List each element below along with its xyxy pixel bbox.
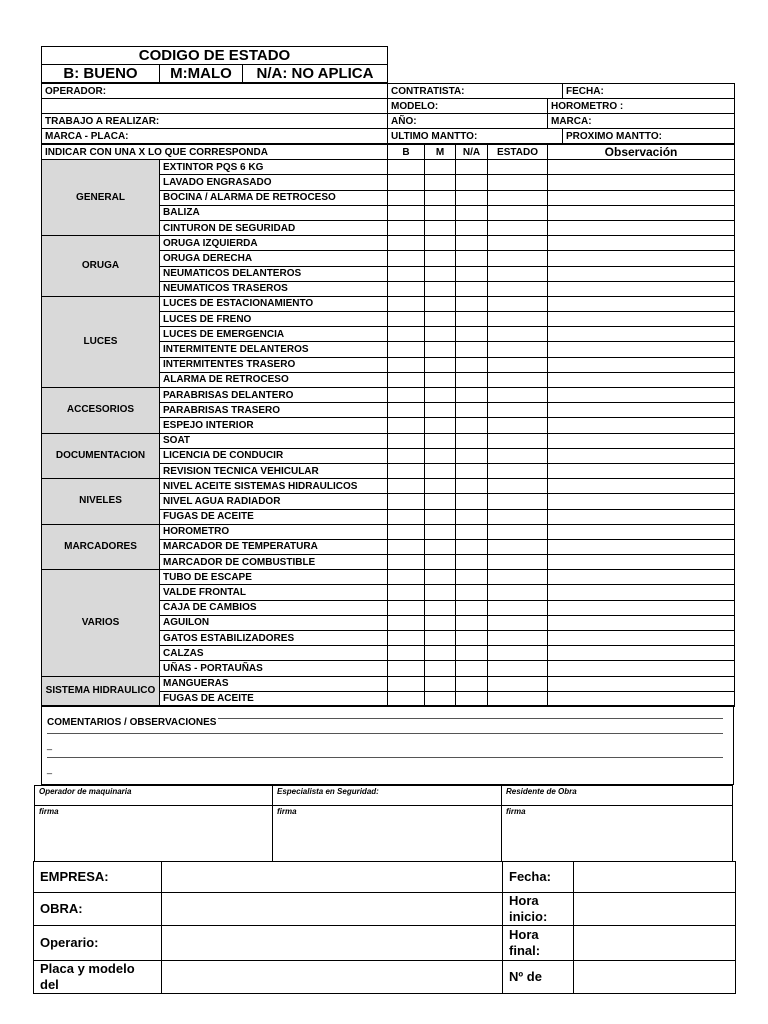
cell-b[interactable]	[388, 342, 425, 357]
cell-observacion[interactable]	[548, 448, 735, 463]
cell-observacion[interactable]	[548, 236, 735, 251]
checklist-item-label: LUCES DE ESTACIONAMIENTO	[160, 296, 388, 311]
cell-m[interactable]	[425, 372, 456, 387]
operador-field[interactable]: OPERADOR:	[42, 84, 388, 99]
operario-label: Operario:	[34, 926, 162, 961]
placa-value[interactable]	[162, 961, 503, 994]
cell-b[interactable]	[388, 585, 425, 600]
cell-na[interactable]	[456, 600, 488, 615]
cell-observacion[interactable]	[548, 312, 735, 327]
checklist-item-label: SOAT	[160, 433, 388, 448]
signature-residente-firma[interactable]: firma	[502, 806, 733, 862]
header-info-table	[41, 83, 735, 144]
cell-na[interactable]	[456, 236, 488, 251]
cell-estado[interactable]	[488, 661, 548, 676]
cell-estado[interactable]	[488, 403, 548, 418]
cell-na[interactable]	[456, 372, 488, 387]
checklist-item-label: LUCES DE FRENO	[160, 312, 388, 327]
cell-observacion[interactable]	[548, 296, 735, 311]
comments-line	[218, 718, 723, 719]
checklist-item-label: NIVEL AGUA RADIADOR	[160, 494, 388, 509]
cell-na[interactable]	[456, 631, 488, 646]
status-code-legend	[41, 46, 388, 83]
column-observacion: Observación	[548, 145, 735, 160]
checklist-item-label: NIVEL ACEITE SISTEMAS HIDRAULICOS	[160, 479, 388, 494]
cell-na[interactable]	[456, 524, 488, 539]
cell-b[interactable]	[388, 251, 425, 266]
category-label: LUCES	[42, 296, 160, 387]
cell-na[interactable]	[456, 646, 488, 661]
cell-na[interactable]	[456, 555, 488, 570]
checklist-item-label: UÑAS - PORTAUÑAS	[160, 661, 388, 676]
cell-observacion[interactable]	[548, 570, 735, 585]
cell-m[interactable]	[425, 600, 456, 615]
legend-malo: M:MALO	[160, 65, 243, 83]
cell-b[interactable]	[388, 266, 425, 281]
trabajo-field[interactable]: TRABAJO A REALIZAR:	[42, 114, 388, 129]
cell-observacion[interactable]	[548, 357, 735, 372]
marca-placa-field[interactable]: MARCA - PLACA:	[42, 129, 388, 144]
checklist-item-label: ORUGA IZQUIERDA	[160, 236, 388, 251]
cell-observacion[interactable]	[548, 661, 735, 676]
cell-estado[interactable]	[488, 388, 548, 403]
cell-b[interactable]	[388, 539, 425, 554]
cell-m[interactable]	[425, 631, 456, 646]
cell-m[interactable]	[425, 676, 456, 691]
checklist-item-label: BALIZA	[160, 205, 388, 220]
cell-m[interactable]	[425, 403, 456, 418]
checklist-row	[42, 524, 735, 539]
checklist-item-label: EXTINTOR PQS 6 KG	[160, 160, 388, 175]
cell-b[interactable]	[388, 509, 425, 524]
cell-na[interactable]	[456, 251, 488, 266]
cell-estado[interactable]	[488, 448, 548, 463]
empresa-label: EMPRESA:	[34, 862, 162, 893]
footer-table	[33, 861, 736, 994]
empresa-value[interactable]	[162, 862, 503, 893]
category-label: SISTEMA HIDRAULICO	[42, 676, 160, 706]
cell-na[interactable]	[456, 539, 488, 554]
cell-observacion[interactable]	[548, 205, 735, 220]
cell-observacion[interactable]	[548, 585, 735, 600]
checklist-item-label: CINTURON DE SEGURIDAD	[160, 220, 388, 235]
comments-dash: _	[47, 740, 53, 750]
cell-m[interactable]	[425, 661, 456, 676]
proximo-mantto-field[interactable]: PROXIMO MANTTO:	[563, 129, 735, 144]
cell-estado[interactable]	[488, 615, 548, 630]
cell-estado[interactable]	[488, 539, 548, 554]
cell-estado[interactable]	[488, 418, 548, 433]
hora-final-value[interactable]	[574, 926, 736, 961]
cell-estado[interactable]	[488, 631, 548, 646]
cell-b[interactable]	[388, 600, 425, 615]
cell-observacion[interactable]	[548, 281, 735, 296]
cell-b[interactable]	[388, 296, 425, 311]
horometro-field[interactable]: HOROMETRO :	[548, 99, 735, 114]
cell-m[interactable]	[425, 570, 456, 585]
cell-b[interactable]	[388, 463, 425, 478]
cell-observacion[interactable]	[548, 615, 735, 630]
cell-observacion[interactable]	[548, 190, 735, 205]
fecha-label: Fecha:	[503, 862, 574, 893]
cell-b[interactable]	[388, 418, 425, 433]
cell-m[interactable]	[425, 296, 456, 311]
cell-na[interactable]	[456, 494, 488, 509]
checklist-item-label: INTERMITENTE DELANTEROS	[160, 342, 388, 357]
cell-m[interactable]	[425, 190, 456, 205]
cell-estado[interactable]	[488, 585, 548, 600]
cell-m[interactable]	[425, 160, 456, 175]
cell-estado[interactable]	[488, 463, 548, 478]
cell-b[interactable]	[388, 357, 425, 372]
cell-b[interactable]	[388, 661, 425, 676]
checklist-item-label: PARABRISAS TRASERO	[160, 403, 388, 418]
cell-m[interactable]	[425, 479, 456, 494]
cell-na[interactable]	[456, 266, 488, 281]
checklist-row	[42, 296, 735, 311]
cell-b[interactable]	[388, 175, 425, 190]
checklist-row	[42, 433, 735, 448]
cell-estado[interactable]	[488, 676, 548, 691]
cell-na[interactable]	[456, 479, 488, 494]
checklist-row	[42, 676, 735, 691]
cell-na[interactable]	[456, 570, 488, 585]
checklist-item-label: VALDE FRONTAL	[160, 585, 388, 600]
placa-label: Placa y modelo del	[34, 961, 162, 994]
cell-b[interactable]	[388, 388, 425, 403]
category-label: VARIOS	[42, 570, 160, 676]
cell-observacion[interactable]	[548, 418, 735, 433]
cell-na[interactable]	[456, 448, 488, 463]
cell-na[interactable]	[456, 205, 488, 220]
checklist-item-label: GATOS ESTABILIZADORES	[160, 631, 388, 646]
cell-na[interactable]	[456, 190, 488, 205]
hora-final-label: Hora final:	[503, 926, 574, 961]
cell-estado[interactable]	[488, 357, 548, 372]
checklist-item-label: MANGUERAS	[160, 676, 388, 691]
cell-observacion[interactable]	[548, 342, 735, 357]
cell-m[interactable]	[425, 448, 456, 463]
cell-m[interactable]	[425, 251, 456, 266]
cell-na[interactable]	[456, 615, 488, 630]
checklist-item-label: ORUGA DERECHA	[160, 251, 388, 266]
cell-estado[interactable]	[488, 494, 548, 509]
cell-observacion[interactable]	[548, 388, 735, 403]
cell-estado[interactable]	[488, 205, 548, 220]
cell-m[interactable]	[425, 388, 456, 403]
obra-label: OBRA:	[34, 893, 162, 926]
category-label: MARCADORES	[42, 524, 160, 570]
cell-na[interactable]	[456, 281, 488, 296]
cell-estado[interactable]	[488, 296, 548, 311]
cell-observacion[interactable]	[548, 266, 735, 281]
category-label: NIVELES	[42, 479, 160, 525]
checklist-item-label: NEUMATICOS DELANTEROS	[160, 266, 388, 281]
checklist-item-label: FUGAS DE ACEITE	[160, 691, 388, 706]
column-estado: ESTADO	[488, 145, 548, 160]
checklist-item-label: LUCES DE EMERGENCIA	[160, 327, 388, 342]
checklist-item-label: HOROMETRO	[160, 524, 388, 539]
cell-b[interactable]	[388, 676, 425, 691]
cell-b[interactable]	[388, 372, 425, 387]
cell-b[interactable]	[388, 220, 425, 235]
cell-observacion[interactable]	[548, 494, 735, 509]
cell-m[interactable]	[425, 463, 456, 478]
cell-estado[interactable]	[488, 342, 548, 357]
signature-operador-firma[interactable]: firma	[35, 806, 273, 862]
cell-observacion[interactable]	[548, 555, 735, 570]
cell-m[interactable]	[425, 220, 456, 235]
cell-m[interactable]	[425, 646, 456, 661]
cell-m[interactable]	[425, 494, 456, 509]
cell-b[interactable]	[388, 524, 425, 539]
cell-b[interactable]	[388, 448, 425, 463]
cell-m[interactable]	[425, 327, 456, 342]
category-label: DOCUMENTACION	[42, 433, 160, 479]
cell-m[interactable]	[425, 418, 456, 433]
checklist-item-label: INTERMITENTES TRASERO	[160, 357, 388, 372]
cell-estado[interactable]	[488, 251, 548, 266]
cell-b[interactable]	[388, 433, 425, 448]
checklist-item-label: REVISION TECNICA VEHICULAR	[160, 463, 388, 478]
cell-na[interactable]	[456, 418, 488, 433]
cell-estado[interactable]	[488, 600, 548, 615]
cell-na[interactable]	[456, 327, 488, 342]
cell-estado[interactable]	[488, 175, 548, 190]
cell-na[interactable]	[456, 463, 488, 478]
category-label: ACCESORIOS	[42, 388, 160, 434]
cell-na[interactable]	[456, 433, 488, 448]
marca-field[interactable]: MARCA:	[548, 114, 735, 129]
cell-observacion[interactable]	[548, 539, 735, 554]
checklist-row	[42, 160, 735, 175]
cell-observacion[interactable]	[548, 327, 735, 342]
cell-estado[interactable]	[488, 646, 548, 661]
checklist-row	[42, 479, 735, 494]
cell-estado[interactable]	[488, 160, 548, 175]
cell-observacion[interactable]	[548, 631, 735, 646]
cell-b[interactable]	[388, 494, 425, 509]
cell-estado[interactable]	[488, 327, 548, 342]
inspection-checklist	[41, 144, 735, 707]
comments-line	[47, 733, 723, 734]
comments-label: COMENTARIOS / OBSERVACIONES	[47, 717, 217, 728]
checklist-item-label: AGUILON	[160, 615, 388, 630]
cell-observacion[interactable]	[548, 524, 735, 539]
comments-box[interactable]	[41, 705, 734, 785]
cell-m[interactable]	[425, 312, 456, 327]
fecha-value[interactable]	[574, 862, 736, 893]
cell-estado[interactable]	[488, 372, 548, 387]
fecha-field[interactable]: FECHA:	[563, 84, 735, 99]
cell-b[interactable]	[388, 479, 425, 494]
anio-field[interactable]: AÑO:	[388, 114, 548, 129]
operario-value[interactable]	[162, 926, 503, 961]
signature-especialista-firma[interactable]: firma	[273, 806, 502, 862]
cell-estado[interactable]	[488, 236, 548, 251]
cell-estado[interactable]	[488, 433, 548, 448]
cell-na[interactable]	[456, 388, 488, 403]
checklist-item-label: CALZAS	[160, 646, 388, 661]
cell-na[interactable]	[456, 403, 488, 418]
cell-estado[interactable]	[488, 555, 548, 570]
category-label: ORUGA	[42, 236, 160, 297]
operador-blank[interactable]	[42, 99, 388, 114]
cell-observacion[interactable]	[548, 372, 735, 387]
checklist-item-label: PARABRISAS DELANTERO	[160, 388, 388, 403]
cell-m[interactable]	[425, 433, 456, 448]
cell-b[interactable]	[388, 190, 425, 205]
cell-estado[interactable]	[488, 479, 548, 494]
cell-b[interactable]	[388, 205, 425, 220]
cell-na[interactable]	[456, 296, 488, 311]
hora-inicio-label: Hora inicio:	[503, 893, 574, 926]
cell-observacion[interactable]	[548, 251, 735, 266]
cell-m[interactable]	[425, 539, 456, 554]
cell-observacion[interactable]	[548, 433, 735, 448]
checklist-item-label: NEUMATICOS TRASEROS	[160, 281, 388, 296]
cell-m[interactable]	[425, 555, 456, 570]
legend-bueno: B: BUENO	[42, 65, 160, 83]
cell-na[interactable]	[456, 357, 488, 372]
cell-b[interactable]	[388, 570, 425, 585]
hora-inicio-value[interactable]	[574, 893, 736, 926]
cell-na[interactable]	[456, 342, 488, 357]
checklist-item-label: ALARMA DE RETROCESO	[160, 372, 388, 387]
obra-value[interactable]	[162, 893, 503, 926]
cell-estado[interactable]	[488, 312, 548, 327]
cell-m[interactable]	[425, 281, 456, 296]
cell-observacion[interactable]	[548, 509, 735, 524]
comments-line	[47, 757, 723, 758]
cell-na[interactable]	[456, 661, 488, 676]
contratista-field[interactable]: CONTRATISTA:	[388, 84, 563, 99]
cell-b[interactable]	[388, 615, 425, 630]
column-na: N/A	[456, 145, 488, 160]
cell-estado[interactable]	[488, 220, 548, 235]
numero-label: Nº de	[503, 961, 574, 994]
cell-m[interactable]	[425, 175, 456, 190]
cell-observacion[interactable]	[548, 646, 735, 661]
cell-estado[interactable]	[488, 281, 548, 296]
cell-observacion[interactable]	[548, 403, 735, 418]
cell-b[interactable]	[388, 312, 425, 327]
cell-estado[interactable]	[488, 570, 548, 585]
category-label: GENERAL	[42, 160, 160, 236]
cell-m[interactable]	[425, 357, 456, 372]
cell-na[interactable]	[456, 160, 488, 175]
cell-observacion[interactable]	[548, 463, 735, 478]
checklist-item-label: FUGAS DE ACEITE	[160, 509, 388, 524]
signature-operador-label: Operador de maquinaria	[35, 786, 273, 806]
cell-observacion[interactable]	[548, 175, 735, 190]
checklist-item-label: ESPEJO INTERIOR	[160, 418, 388, 433]
cell-m[interactable]	[425, 509, 456, 524]
legend-na: N/A: NO APLICA	[243, 65, 388, 83]
cell-m[interactable]	[425, 615, 456, 630]
checklist-item-label: TUBO DE ESCAPE	[160, 570, 388, 585]
cell-observacion[interactable]	[548, 676, 735, 691]
cell-b[interactable]	[388, 555, 425, 570]
column-m: M	[425, 145, 456, 160]
signatures-table	[34, 785, 733, 862]
checklist-item-label: MARCADOR DE TEMPERATURA	[160, 539, 388, 554]
cell-estado[interactable]	[488, 524, 548, 539]
cell-m[interactable]	[425, 585, 456, 600]
cell-na[interactable]	[456, 676, 488, 691]
cell-b[interactable]	[388, 631, 425, 646]
cell-m[interactable]	[425, 205, 456, 220]
cell-observacion[interactable]	[548, 160, 735, 175]
cell-estado[interactable]	[488, 266, 548, 281]
checklist-item-label: LAVADO ENGRASADO	[160, 175, 388, 190]
cell-b[interactable]	[388, 281, 425, 296]
cell-observacion[interactable]	[548, 220, 735, 235]
cell-na[interactable]	[456, 585, 488, 600]
cell-na[interactable]	[456, 175, 488, 190]
checklist-item-label: LICENCIA DE CONDUCIR	[160, 448, 388, 463]
cell-observacion[interactable]	[548, 600, 735, 615]
cell-m[interactable]	[425, 342, 456, 357]
checklist-item-label: BOCINA / ALARMA DE RETROCESO	[160, 190, 388, 205]
column-b: B	[388, 145, 425, 160]
modelo-field[interactable]: MODELO:	[388, 99, 548, 114]
signature-especialista-label: Especialista en Seguridad:	[273, 786, 502, 806]
cell-b[interactable]	[388, 403, 425, 418]
cell-na[interactable]	[456, 509, 488, 524]
cell-observacion[interactable]	[548, 479, 735, 494]
checklist-item-label: CAJA DE CAMBIOS	[160, 600, 388, 615]
ultimo-mantto-field[interactable]: ULTIMO MANTTO:	[388, 129, 563, 144]
cell-estado[interactable]	[488, 509, 548, 524]
cell-na[interactable]	[456, 312, 488, 327]
checklist-row	[42, 570, 735, 585]
cell-m[interactable]	[425, 236, 456, 251]
legend-title: CODIGO DE ESTADO	[42, 47, 388, 65]
checklist-row	[42, 236, 735, 251]
cell-m[interactable]	[425, 266, 456, 281]
cell-b[interactable]	[388, 236, 425, 251]
checklist-instruction: INDICAR CON UNA X LO QUE CORRESPONDA	[42, 145, 388, 160]
cell-b[interactable]	[388, 646, 425, 661]
cell-m[interactable]	[425, 524, 456, 539]
signature-residente-label: Residente de Obra	[502, 786, 733, 806]
cell-b[interactable]	[388, 327, 425, 342]
checklist-item-label: MARCADOR DE COMBUSTIBLE	[160, 555, 388, 570]
cell-estado[interactable]	[488, 190, 548, 205]
checklist-row	[42, 388, 735, 403]
cell-na[interactable]	[456, 220, 488, 235]
comments-dash: _	[47, 764, 53, 774]
numero-value[interactable]	[574, 961, 736, 994]
cell-b[interactable]	[388, 160, 425, 175]
